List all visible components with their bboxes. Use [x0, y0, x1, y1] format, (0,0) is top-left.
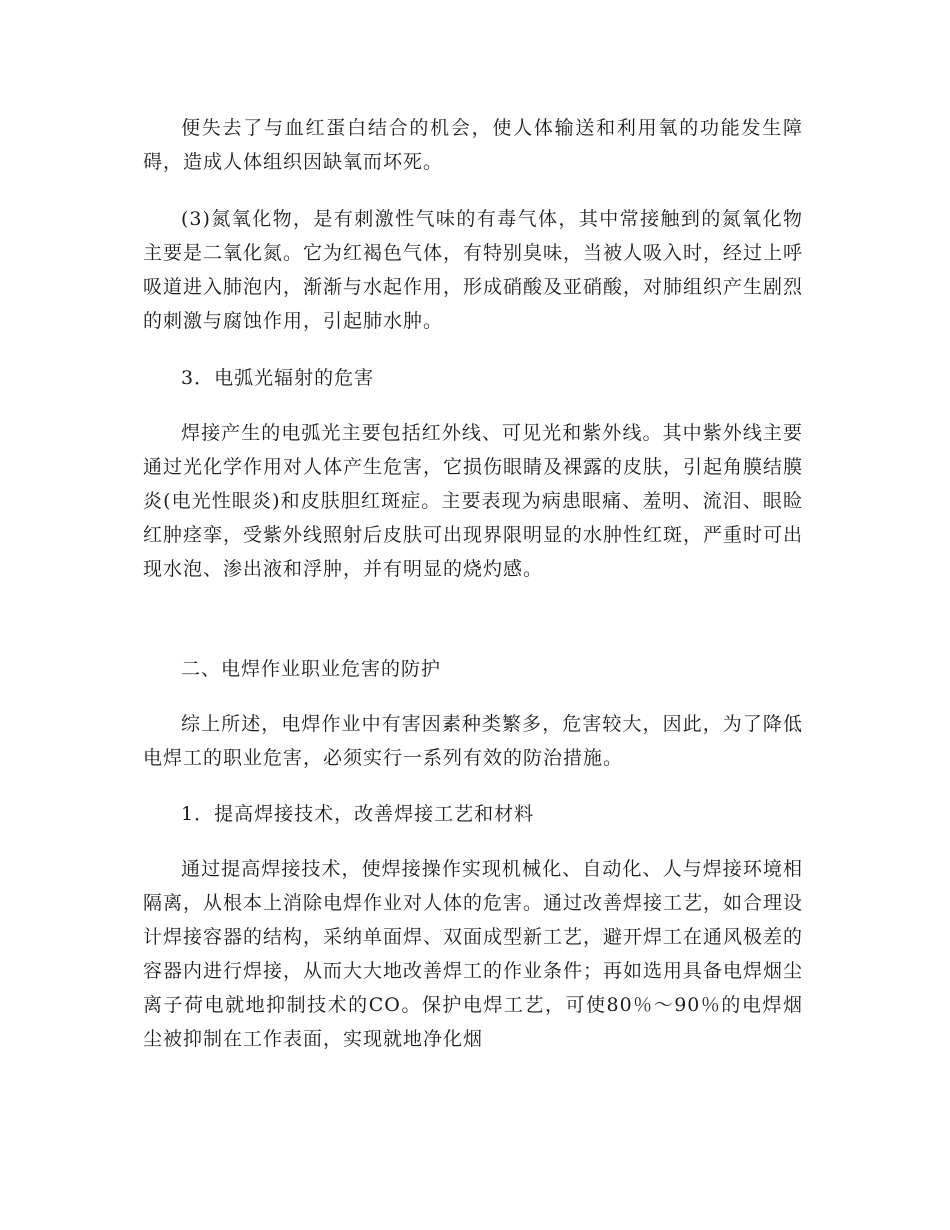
heading-arc-radiation: 3．电弧光辐射的危害 [181, 367, 375, 389]
paragraph-arc-radiation: 焊接产生的电弧光主要包括红外线、可见光和紫外线。其中紫外线主要通过光化学作用对人体产生危害，它损伤眼睛及裸露的皮肤，引起角膜结膜炎(电光性眼炎)和皮肤胆红斑症。主要表现为病患眼痛、羞明、流泪、眼睑红肿痉挛，受紫外线照射后皮肤可出现界限明显的水肿性红斑，严重时可出现水泡、渗出液和浮肿，并有明显的烧灼感。 [143, 422, 804, 580]
paragraph-summary: 综上所述，电焊作业中有害因素种类繁多，危害较大，因此，为了降低电焊工的职业危害，必须实行一系列有效的防治措施。 [143, 713, 803, 769]
paragraph-carbon-monoxide-continued: 便失去了与血红蛋白结合的机会，使人体输送和利用氧的功能发生障碍，造成人体组织因缺氧而坏死。 [143, 117, 803, 173]
paragraph-improve-technique: 通过提高焊接技术，使焊接操作实现机械化、自动化、人与焊接环境相隔离，从根本上消除电焊作业对人体的危害。通过改善焊接工艺，如合理设计焊接容器的结构，采纳单面焊、双面成型新工艺，避开焊工在通风极差的容器内进行焊接，从而大大地改善焊工的作业条件；再如选用具备电焊烟尘离子荷电就地抑制技术的CO。保护电焊工艺，可使80％～90％的电焊烟尘被抑制在工作表面，实现就地净化烟 [143, 858, 804, 1050]
heading-improve-technique: 1．提高焊接技术，改善焊接工艺和材料 [181, 803, 535, 825]
heading-protection: 二、电焊作业职业危害的防护 [181, 658, 442, 680]
paragraph-nitrogen-oxides: (3)氮氧化物，是有刺激性气味的有毒气体，其中常接触到的氮氧化物主要是二氧化氮。它为红褐色气体，有特别臭味，当被人吸入时，经过上呼吸道进入肺泡内，渐渐与水起作用，形成硝酸及亚硝酸，对肺组织产生剧烈的刺激与腐蚀作用，引起肺水肿。 [143, 208, 804, 332]
